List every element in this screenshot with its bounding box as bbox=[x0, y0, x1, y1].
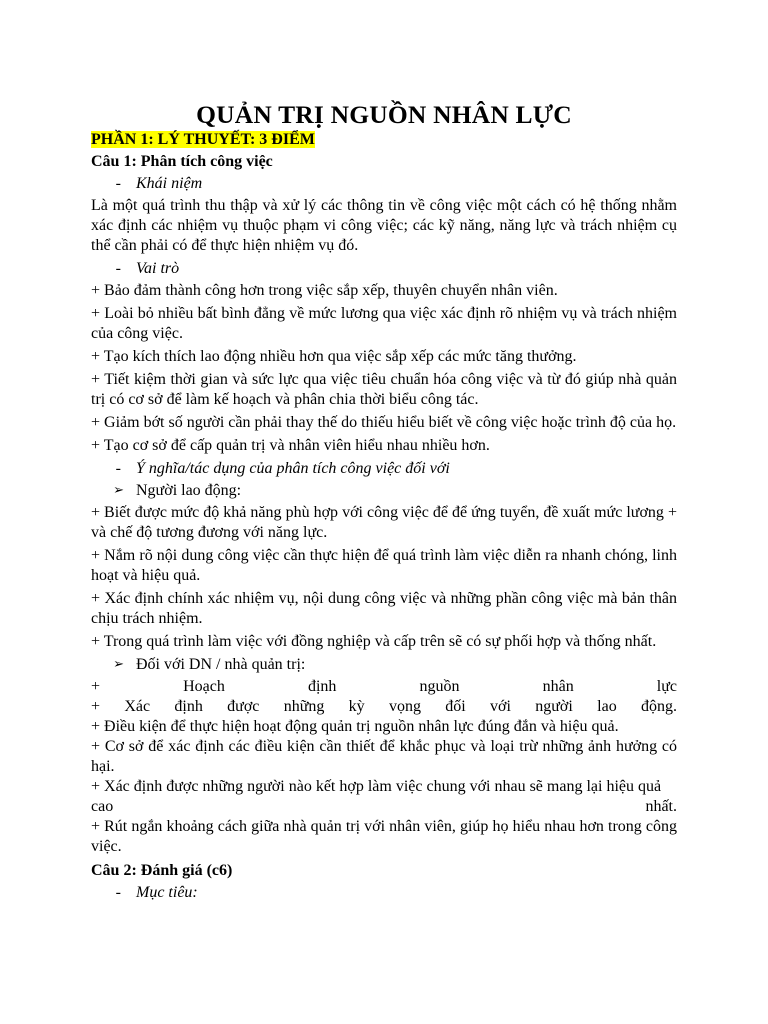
dash-bullet: - bbox=[115, 460, 121, 477]
role-label: Vai trò bbox=[136, 260, 180, 277]
question1-heading: Câu 1: Phân tích công việc bbox=[91, 153, 273, 170]
workers-label: Người lao động: bbox=[136, 482, 242, 499]
managers-item: + Điều kiện để thực hiện hoạt động quản trị nguồn nhân lực đúng đắn và hiệu quả. bbox=[91, 718, 619, 735]
workers-item: + Xác định chính xác nhiệm vụ, nội dung công việc và những phần công việc mà bản thân chịu trách nhiệm. bbox=[91, 590, 677, 627]
managers-item: + Xác định được những kỳ vọng đối với người lao động. bbox=[91, 698, 677, 715]
role-item: + Giảm bớt số người cần phải thay thế do thiếu hiểu biết về công việc hoặc trình độ của họ. bbox=[91, 414, 677, 431]
managers-item: + Hoạch định nguồn nhân lực bbox=[91, 678, 677, 695]
arrow-bullet-icon: ➢ bbox=[113, 657, 124, 672]
meaning-label: Ý nghĩa/tác dụng của phân tích công việc đối với bbox=[136, 460, 450, 477]
goal-label: Mục tiêu: bbox=[136, 884, 198, 901]
workers-subheading bbox=[91, 481, 677, 501]
dash-bullet: - bbox=[115, 260, 121, 277]
managers-item: + Rút ngắn khoảng cách giữa nhà quản trị với nhân viên, giúp họ hiểu nhau hơn trong công việc. bbox=[91, 818, 677, 855]
document-title: QUẢN TRỊ NGUỒN NHÂN LỰC bbox=[196, 100, 572, 129]
role-item: + Tạo cơ sở để cấp quản trị và nhân viên hiểu nhau nhiều hơn. bbox=[91, 437, 490, 454]
concept-paragraph: Là một quá trình thu thập và xử lý các thông tin về công việc một cách có hệ thống nhằm xác định các nhiệm vụ thuộc phạm vi công việc; các kỹ năng, năng lực và trách nhiệm cụ thể cần phải có để thực hiện nhiệm vụ đó. bbox=[91, 197, 677, 254]
role-item: + Tiết kiệm thời gian và sức lực qua việc tiêu chuẩn hóa công việc và từ đó giúp nhà quản trị có cơ sở để làm kế hoạch và phân chia thời biểu công tác. bbox=[91, 371, 677, 408]
goal-subheading bbox=[91, 883, 677, 903]
workers-item: + Nắm rõ nội dung công việc cần thực hiện để quá trình làm việc diễn ra nhanh chóng, linh hoạt và hiệu quả. bbox=[91, 547, 677, 584]
part1-heading-highlight: PHẦN 1: LÝ THUYẾT: 3 ĐIỂM bbox=[91, 131, 315, 148]
role-item: + Loài bỏ nhiều bất bình đẳng về mức lương qua việc xác định rõ nhiệm vụ và trách nhiệm của công việc. bbox=[91, 305, 677, 342]
role-item: + Tạo kích thích lao động nhiều hơn qua việc sắp xếp các mức tăng thưởng. bbox=[91, 348, 577, 365]
workers-item: + Biết được mức độ khả năng phù hợp với công việc để để ứng tuyển, đề xuất mức lương + và chế độ tương đương với năng lực. bbox=[91, 504, 677, 541]
workers-item: + Trong quá trình làm việc với đồng nghiệp và cấp trên sẽ có sự phối hợp và thống nhất. bbox=[91, 633, 657, 650]
role-subheading bbox=[91, 259, 677, 279]
part1-heading bbox=[91, 130, 677, 150]
question2-heading: Câu 2: Đánh giá (c6) bbox=[91, 862, 233, 879]
dash-bullet: - bbox=[115, 175, 121, 192]
dash-bullet: - bbox=[115, 884, 121, 901]
managers-item: + Xác định được những người nào kết hợp làm việc chung với nhau sẽ mang lại hiệu quả bbox=[91, 778, 662, 795]
meaning-subheading bbox=[91, 459, 677, 479]
arrow-bullet-icon: ➢ bbox=[113, 483, 124, 498]
concept-label: Khái niệm bbox=[136, 175, 203, 192]
managers-label: Đối với DN / nhà quản trị: bbox=[136, 656, 306, 673]
managers-item: + Cơ sở để xác định các điều kiện cần thiết để khắc phục và loại trừ những ảnh hưởng có hại. bbox=[91, 738, 677, 775]
role-item: + Bảo đảm thành công hơn trong việc sắp xếp, thuyên chuyển nhân viên. bbox=[91, 282, 558, 299]
managers-subheading bbox=[91, 655, 677, 675]
concept-subheading bbox=[91, 174, 677, 194]
managers-item-continuation: cao nhất. bbox=[91, 798, 677, 815]
